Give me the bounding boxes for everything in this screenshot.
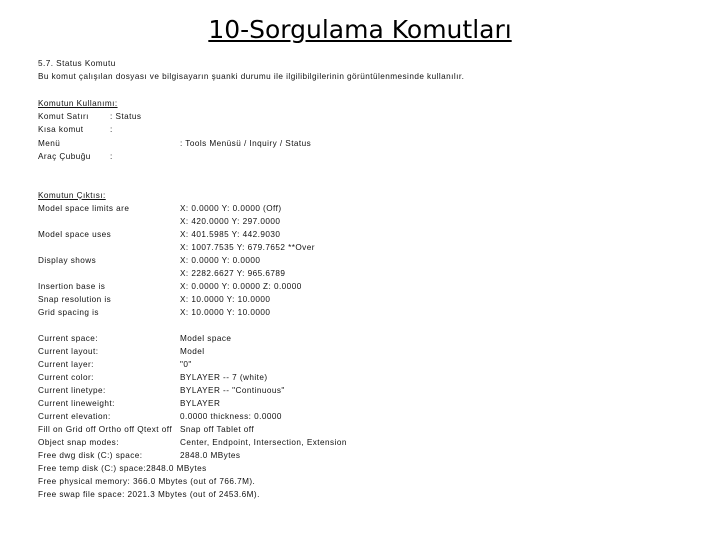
current-value: BYLAYER -- 7 (white) — [180, 373, 268, 382]
output-value: X: 0.0000 Y: 0.0000 — [180, 256, 261, 265]
current-value: Model space — [180, 334, 232, 343]
free-space-line: Free swap file space: 2021.3 Mbytes (out of 2453.6M). — [38, 490, 260, 499]
current-value: Model — [180, 347, 205, 356]
current-label: Current lineweight: — [38, 399, 115, 408]
current-label: Current linetype: — [38, 386, 106, 395]
output-label: Model space uses — [38, 230, 112, 239]
current-label: Free dwg disk (C:) space: — [38, 451, 143, 460]
usage-value: : Status — [110, 112, 142, 121]
current-label: Current space: — [38, 334, 98, 343]
output-value: X: 0.0000 Y: 0.0000 (Off) — [180, 204, 282, 213]
output-value: X: 420.0000 Y: 297.0000 — [180, 217, 281, 226]
usage-heading: Komutun Kullanımı: — [38, 99, 118, 108]
usage-label: Komut Satırı — [38, 112, 89, 121]
output-heading: Komutun Çıktısı: — [38, 191, 106, 200]
intro-text: Bu komut çalışılan dosyası ve bilgisayarın şuanki durumu ile ilgilibilgilerinin görüntülenmesinde kullanılır. — [38, 72, 465, 81]
current-label: Fill on Grid off Ortho off Qtext off — [38, 425, 173, 434]
usage-label: Araç Çubuğu — [38, 152, 91, 161]
current-label: Current layout: — [38, 347, 99, 356]
output-value: X: 10.0000 Y: 10.0000 — [180, 295, 271, 304]
output-label: Snap resolution is — [38, 295, 112, 304]
output-value: X: 10.0000 Y: 10.0000 — [180, 308, 271, 317]
usage-label: Menü — [38, 139, 61, 148]
current-label: Object snap modes: — [38, 438, 119, 447]
output-label: Insertion base is — [38, 282, 106, 291]
output-value: X: 401.5985 Y: 442.9030 — [180, 230, 281, 239]
free-space-line: Free temp disk (C:) space:2848.0 MBytes — [38, 464, 207, 473]
current-value: Center, Endpoint, Intersection, Extension — [180, 438, 347, 447]
current-value: "0" — [180, 360, 192, 369]
current-value: BYLAYER — [180, 399, 221, 408]
usage-value: : Tools Menüsü / Inquiry / Status — [180, 139, 312, 148]
usage-value: : — [110, 152, 113, 161]
output-label: Model space limits are — [38, 204, 130, 213]
current-value: Snap off Tablet off — [180, 425, 255, 434]
section-heading: 5.7. Status Komutu — [38, 59, 116, 68]
output-value: X: 1007.7535 Y: 679.7652 **Over — [180, 243, 315, 252]
output-label: Grid spacing is — [38, 308, 99, 317]
current-label: Current color: — [38, 373, 94, 382]
output-value: X: 0.0000 Y: 0.0000 Z: 0.0000 — [180, 282, 302, 291]
usage-label: Kısa komut — [38, 125, 84, 134]
current-value: 2848.0 MBytes — [180, 451, 241, 460]
current-value: 0.0000 thickness: 0.0000 — [180, 412, 282, 421]
output-label: Display shows — [38, 256, 97, 265]
usage-value: : — [110, 125, 113, 134]
current-label: Current layer: — [38, 360, 94, 369]
current-value: BYLAYER -- "Continuous" — [180, 386, 285, 395]
page-title: 10-Sorgulama Komutları — [208, 15, 512, 44]
free-space-line: Free physical memory: 366.0 Mbytes (out of 766.7M). — [38, 477, 256, 486]
current-label: Current elevation: — [38, 412, 111, 421]
output-value: X: 2282.6627 Y: 965.6789 — [180, 269, 286, 278]
